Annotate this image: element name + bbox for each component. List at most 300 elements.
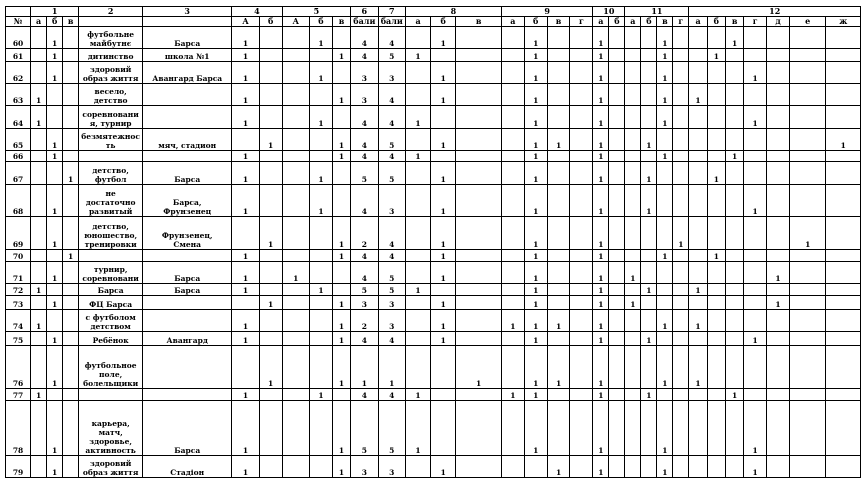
column-header: в [547,17,570,27]
table-cell [744,261,767,283]
table-cell [641,217,657,250]
table-cell: 1 [524,400,547,455]
table-cell: 4 [378,217,405,250]
table-cell [31,217,47,250]
row-number-cell: 73 [6,295,31,309]
table-cell [570,309,593,331]
group-header: 2 [79,7,143,17]
table-cell [673,250,689,262]
table-cell: 1 [332,345,350,388]
table-cell [405,455,430,477]
table-cell [282,162,309,184]
table-cell [259,455,282,477]
table-cell: 1 [593,27,609,49]
table-cell [282,283,309,295]
table-cell [673,184,689,217]
table-cell [707,389,725,401]
table-cell [641,27,657,49]
table-cell [456,309,502,331]
table-cell [47,250,63,262]
column-header: б [707,17,725,27]
table-cell: 1 [593,150,609,162]
table-cell [63,455,79,477]
table-cell [767,84,790,106]
table-cell: 1 [332,309,350,331]
table-cell [744,250,767,262]
table-cell [673,283,689,295]
table-cell: 1 [332,128,350,150]
table-cell: 1 [31,389,47,401]
table-cell [431,49,456,62]
table-cell [767,150,790,162]
table-cell: 1 [47,184,63,217]
table-cell: 1 [593,49,609,62]
table-cell [282,309,309,331]
table-cell: 1 [47,217,63,250]
table-cell: 1 [524,309,547,331]
table-cell [282,27,309,49]
table-cell [570,27,593,49]
table-cell: 1 [232,309,259,331]
table-cell [310,309,333,331]
table-cell [744,162,767,184]
column-header: е [789,17,826,27]
table-cell [570,250,593,262]
table-cell [456,217,502,250]
table-cell [310,331,333,345]
table-cell [547,162,570,184]
table-cell [143,345,232,388]
table-cell [63,261,79,283]
table-cell: 1 [47,455,63,477]
column-header: в [332,17,350,27]
table-cell [63,184,79,217]
table-cell [689,184,707,217]
table-cell [547,217,570,250]
table-cell [767,128,790,150]
table-row [6,27,861,49]
table-cell [789,106,826,128]
table-cell [259,389,282,401]
table-cell: детство, юношество, тренировки [79,217,143,250]
table-cell [609,400,625,455]
table-cell: 1 [310,27,333,49]
table-cell [707,27,725,49]
table-cell [456,400,502,455]
column-header: а [593,17,609,27]
table-cell: 5 [351,283,378,295]
table-cell [501,295,524,309]
group-header: 3 [143,7,232,17]
table-cell [689,389,707,401]
table-cell: 1 [310,62,333,84]
table-cell: 3 [378,309,405,331]
table-cell [570,389,593,401]
table-cell [63,84,79,106]
table-cell: 4 [351,389,378,401]
table-cell [259,84,282,106]
table-cell [501,162,524,184]
table-cell [725,106,743,128]
table-cell: Авангард [143,331,232,345]
table-cell: 1 [625,295,641,309]
column-header: б [609,17,625,27]
table-cell [657,331,673,345]
table-cell: Барса, Фрунзенец [143,184,232,217]
table-cell [405,309,430,331]
table-cell: 1 [593,455,609,477]
table-cell [767,400,790,455]
table-row [6,261,861,283]
table-cell: 1 [767,261,790,283]
table-cell [744,389,767,401]
table-cell [673,128,689,150]
table-cell: Фрунзенец, Смена [143,217,232,250]
table-cell [63,62,79,84]
table-cell [143,250,232,262]
table-cell: 1 [689,283,707,295]
column-header: бали [351,17,378,27]
table-cell [282,150,309,162]
table-cell: 1 [593,283,609,295]
row-number-cell: 71 [6,261,31,283]
table-cell [725,261,743,283]
table-cell: 1 [31,84,47,106]
table-cell [609,331,625,345]
table-cell: карьера, матч, здоровье, активность [79,400,143,455]
column-header: д [767,17,790,27]
table-cell [641,455,657,477]
table-cell: Барса [143,400,232,455]
table-cell [259,184,282,217]
table-cell: 1 [232,400,259,455]
table-cell [456,184,502,217]
table-cell [789,162,826,184]
table-cell [609,217,625,250]
table-cell [767,389,790,401]
table-cell [31,250,47,262]
table-cell [282,331,309,345]
table-cell [641,295,657,309]
table-cell [524,455,547,477]
table-cell [725,128,743,150]
table-cell [143,389,232,401]
column-header [143,17,232,27]
table-cell: 1 [456,345,502,388]
table-cell [405,27,430,49]
column-header: А [282,17,309,27]
table-cell: 4 [351,27,378,49]
table-cell [282,455,309,477]
table-cell [826,400,861,455]
table-cell: 1 [47,295,63,309]
table-cell: 3 [378,295,405,309]
table-cell: безмятежнос ть [79,128,143,150]
table-cell [826,261,861,283]
table-cell [405,162,430,184]
table-cell: футбольне майбутнє [79,27,143,49]
table-cell: 3 [378,62,405,84]
table-cell [826,345,861,388]
table-cell [789,331,826,345]
table-cell: 3 [351,295,378,309]
table-cell [826,309,861,331]
table-cell: 4 [351,250,378,262]
table-cell: 1 [47,128,63,150]
column-header: б [524,17,547,27]
table-row [6,250,861,262]
table-cell [744,345,767,388]
table-cell: 5 [378,283,405,295]
table-cell [332,162,350,184]
row-number-cell: 68 [6,184,31,217]
table-cell [282,400,309,455]
table-cell [570,106,593,128]
table-cell [501,283,524,295]
table-cell [744,128,767,150]
table-cell [570,49,593,62]
table-cell [310,345,333,388]
table-row [6,184,861,217]
table-cell [570,84,593,106]
table-cell [689,162,707,184]
table-cell: 1 [593,309,609,331]
table-cell: с футболом детством [79,309,143,331]
table-cell [789,283,826,295]
table-cell: 1 [232,27,259,49]
table-cell [789,49,826,62]
table-cell [707,128,725,150]
table-cell [63,217,79,250]
table-cell: 1 [547,455,570,477]
table-cell: 1 [431,27,456,49]
table-cell: 1 [593,184,609,217]
table-cell: Авангард Барса [143,62,232,84]
table-cell [826,106,861,128]
table-cell [456,49,502,62]
table-cell: 1 [625,261,641,283]
table-cell [31,184,47,217]
table-cell: 1 [47,331,63,345]
table-cell [547,106,570,128]
table-cell: 1 [431,455,456,477]
table-cell [547,283,570,295]
table-cell [707,184,725,217]
table-cell [725,455,743,477]
table-cell: 1 [259,295,282,309]
table-cell: весело, детство [79,84,143,106]
table-cell [63,345,79,388]
table-cell [609,345,625,388]
table-cell [259,62,282,84]
table-cell: 4 [351,150,378,162]
table-cell [767,217,790,250]
table-cell [673,150,689,162]
table-cell [689,62,707,84]
table-cell [689,27,707,49]
table-cell [826,184,861,217]
table-cell [547,389,570,401]
table-cell [725,49,743,62]
table-cell: 1 [593,345,609,388]
table-cell: 4 [351,106,378,128]
table-cell [431,106,456,128]
table-cell [259,27,282,49]
table-cell: 1 [431,84,456,106]
table-cell [259,261,282,283]
table-cell [707,400,725,455]
table-cell [673,345,689,388]
table-cell: 1 [310,106,333,128]
table-cell: 3 [351,455,378,477]
table-cell: 1 [259,128,282,150]
table-cell [63,27,79,49]
row-number-cell: 69 [6,217,31,250]
table-cell [689,400,707,455]
table-cell: 1 [725,389,743,401]
table-cell [641,345,657,388]
table-cell: 4 [378,389,405,401]
table-cell: 1 [593,128,609,150]
group-header: 1 [31,7,79,17]
table-cell: 1 [524,389,547,401]
table-cell [282,62,309,84]
table-cell: 1 [310,389,333,401]
column-header: в [63,17,79,27]
row-number-cell: 70 [6,250,31,262]
table-cell: 1 [641,283,657,295]
column-header: б [47,17,63,27]
table-cell: 1 [310,184,333,217]
table-cell [767,345,790,388]
table-cell: 1 [524,283,547,295]
table-cell [405,128,430,150]
table-cell [673,400,689,455]
table-cell: 1 [63,250,79,262]
table-cell [609,283,625,295]
table-cell [657,162,673,184]
table-cell: 1 [47,150,63,162]
table-cell [744,295,767,309]
table-cell: 1 [332,331,350,345]
table-cell [641,84,657,106]
table-row [6,162,861,184]
table-cell [405,84,430,106]
table-cell: 1 [332,455,350,477]
table-cell: 1 [232,283,259,295]
column-header: бали [378,17,405,27]
column-header: а [501,17,524,27]
table-cell [609,49,625,62]
table-cell [547,27,570,49]
data-sheet [5,6,861,478]
table-cell: 1 [593,295,609,309]
table-cell [456,261,502,283]
table-cell: 1 [744,455,767,477]
table-cell: здоровий образ життя [79,62,143,84]
table-cell: здоровий образ життя [79,455,143,477]
table-cell [707,283,725,295]
table-cell: 1 [593,62,609,84]
column-header: а [405,17,430,27]
table-cell [570,455,593,477]
subheader-row [6,17,861,27]
table-cell: 1 [524,49,547,62]
table-cell [689,455,707,477]
table-cell [47,162,63,184]
table-cell [282,250,309,262]
table-cell [259,106,282,128]
table-cell [31,400,47,455]
table-cell [673,295,689,309]
table-cell: 4 [351,184,378,217]
column-header: а [689,17,707,27]
table-row [6,295,861,309]
table-cell [673,455,689,477]
table-cell [609,455,625,477]
table-cell [657,184,673,217]
table-cell [31,295,47,309]
table-cell [609,84,625,106]
table-cell [725,250,743,262]
table-cell: 1 [641,331,657,345]
table-cell: 1 [789,217,826,250]
table-cell: 1 [31,309,47,331]
group-header: 6 [351,7,378,17]
table-cell: 1 [332,400,350,455]
column-header: в [725,17,743,27]
table-cell [689,250,707,262]
table-cell [725,217,743,250]
table-cell: 1 [725,27,743,49]
table-cell: Ребёнок [79,331,143,345]
table-cell [282,184,309,217]
table-cell: 1 [725,150,743,162]
sheet-body [6,27,861,478]
table-cell [707,295,725,309]
table-cell: 1 [431,295,456,309]
table-cell [405,184,430,217]
table-cell: футбольное поле, болельщики [79,345,143,388]
column-header: ж [826,17,861,27]
table-cell [31,331,47,345]
table-cell: 1 [657,150,673,162]
table-cell [63,400,79,455]
table-cell: 1 [657,250,673,262]
table-cell [63,331,79,345]
table-cell: 1 [593,84,609,106]
column-header: в [456,17,502,27]
table-cell: 1 [767,295,790,309]
column-header: а [31,17,47,27]
table-cell: ФЦ Барса [79,295,143,309]
table-cell [570,261,593,283]
table-cell: 1 [524,295,547,309]
table-cell [689,217,707,250]
table-cell: 1 [282,261,309,283]
table-cell [625,62,641,84]
table-cell: 1 [547,128,570,150]
column-header: а [625,17,641,27]
table-cell [789,455,826,477]
table-cell [570,150,593,162]
table-row [6,283,861,295]
table-cell: 1 [232,49,259,62]
table-cell: 1 [593,162,609,184]
table-cell: 1 [689,84,707,106]
table-cell: 1 [641,128,657,150]
table-row [6,309,861,331]
